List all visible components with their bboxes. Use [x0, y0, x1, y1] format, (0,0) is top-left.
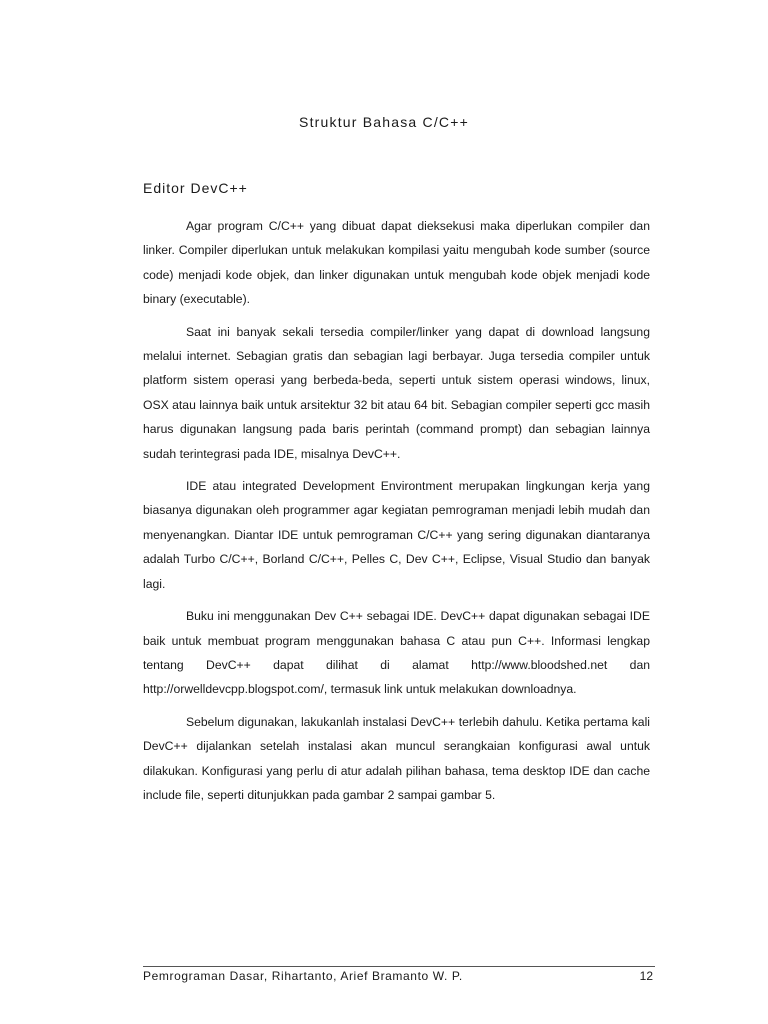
paragraph-compiler-availability: Saat ini banyak sekali tersedia compiler/linker yang dapat di download langsung melalui internet. Sebagian gratis dan sebagian lagi berbayar. Juga tersedia compiler untuk platform sistem operasi yang berbeda-beda, seperti untuk sistem operasi windows, linux, OSX atau lainnya baik untuk arsitektur 32 bit atau 64 bit. Sebagian compiler seperti gcc masih harus digunakan langsung pada baris perintah (command prompt) dan sebagian lainnya sudah terintegrasi pada IDE, misalnya DevC++. — [143, 324, 650, 461]
footer-divider — [143, 966, 655, 967]
paragraph-installation: Sebelum digunakan, lakukanlah instalasi DevC++ terlebih dahulu. Ketika pertama kali DevC++ dijalankan setelah instalasi akan muncul serangkaian konfigurasi awal untuk dilakukan. Konfigurasi yang perlu di atur adalah pilihan bahasa, tema desktop IDE dan cache include file, seperti ditunjukkan pada gambar 2 sampai gambar 5. — [143, 714, 650, 802]
page-title: Struktur Bahasa C/C++ — [299, 114, 469, 130]
paragraph-devcpp-usage: Buku ini menggunakan Dev C++ sebagai IDE. DevC++ dapat digunakan sebagai IDE baik untuk membuat program menggunakan bahasa C atau pun C++. Informasi lengkap tentang DevC++ dapat dilihat di alamat http://www.bloodshed.net dan http://orwelldevcpp.blogspot.com/, termasuk link untuk melakukan downloadnya. — [143, 609, 650, 697]
page-number: 12 — [639, 969, 653, 983]
footer-text: Pemrograman Dasar, Rihartanto, Arief Bramanto W. P. — [143, 969, 463, 983]
paragraph-compiler-linker: Agar program C/C++ yang dibuat dapat dieksekusi maka diperlukan compiler dan linker. Compiler diperlukan untuk melakukan kompilasi yaitu mengubah kode sumber (source code) menjadi kode objek, dan linker digunakan untuk mengubah kode objek menjadi kode binary (executable). — [143, 219, 650, 307]
body-text — [143, 214, 650, 815]
section-heading: Editor DevC++ — [143, 180, 248, 196]
paragraph-ide-definition: IDE atau integrated Development Environtment merupakan lingkungan kerja yang biasanya digunakan oleh programmer agar kegiatan pemrograman menjadi lebih mudah dan menyenangkan. Diantar IDE untuk pemrograman C/C++ yang sering digunakan diantaranya adalah Turbo C/C++, Borland C/C++, Pelles C, Dev C++, Eclipse, Visual Studio dan banyak lagi. — [143, 479, 650, 591]
